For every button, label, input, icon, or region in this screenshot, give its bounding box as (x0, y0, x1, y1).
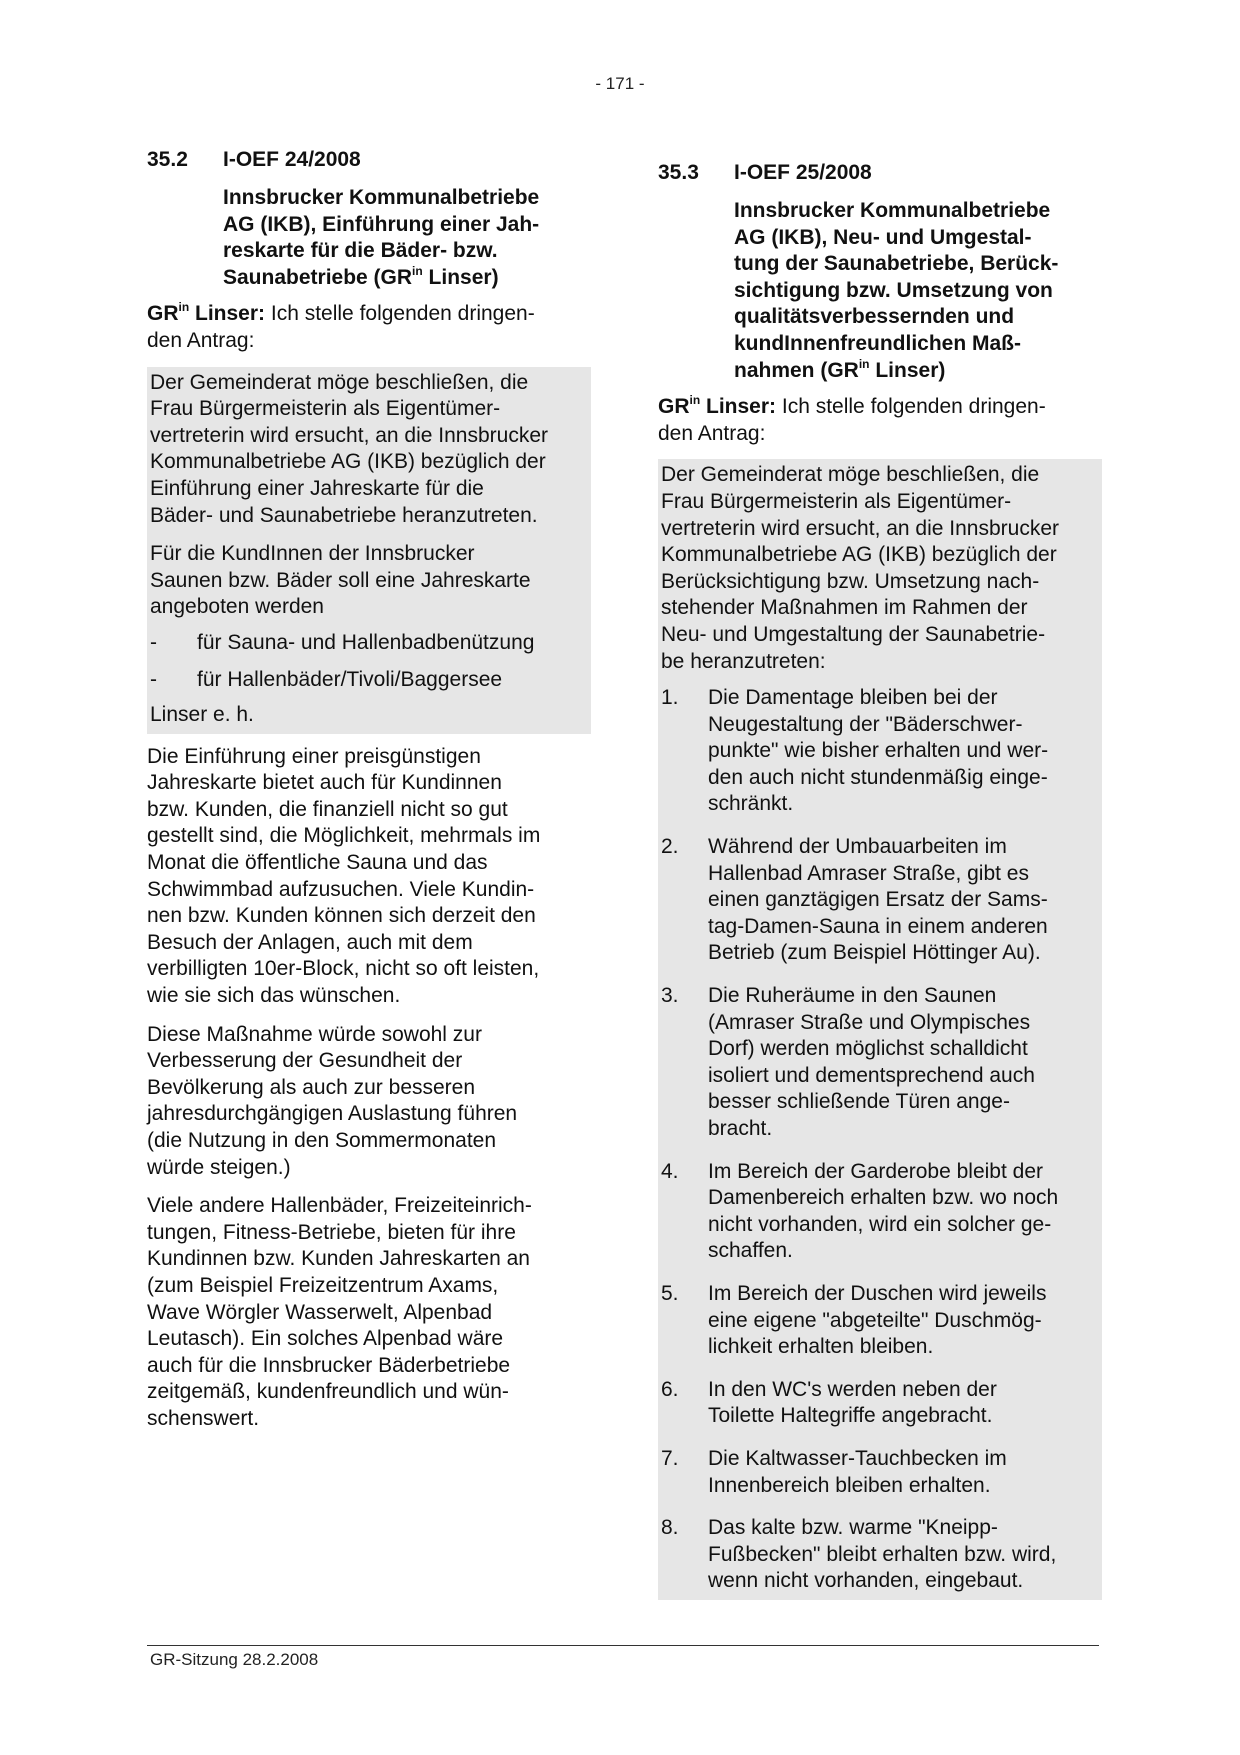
body-paragraph: Diese Maßnahme würde sowohl zur Verbesserung der Gesundheit der Bevölkerung als auch zur besseren jahresdurchgängigen Auslastung führen (die Nutzung in den Sommermonaten würde steigen.) (147, 1022, 518, 1179)
section-heading (147, 147, 591, 173)
footer-divider (147, 1645, 1099, 1646)
title-line: tung der Saunabetriebe, Berück- (734, 252, 1059, 276)
list-item: 2. Während der Umbauarbeiten im Hallenbad Amraser Straße, gibt es einen ganztägigen Ersatz der Sams- tag-Damen-Sauna in einem anderen Betrieb (zum Beispiel Höttinger Au). (661, 835, 1048, 965)
title-line: sichtigung bzw. Umsetzung von (734, 278, 1053, 302)
motion-signature: Linser e. h. (150, 703, 254, 727)
page-number: - 171 - (595, 74, 645, 93)
body-paragraph: Die Einführung einer preisgünstigen Jahreskarte bietet auch für Kundinnen bzw. Kunden, die finanziell nicht so gut gestellt sind, die Möglichkeit, mehrmals im Monat die öffentliche Sauna und das Schwimmbad aufzusuchen. Viele Kundin- nen bzw. Kunden können sich derzeit den Besuch der Anlagen, auch mit dem verbilligten 10er-Block, nicht so oft leisten, wie sie sich das wünschen. (147, 744, 541, 1008)
numbered-list (661, 680, 1098, 1600)
title-line: Saunabetriebe ($GR^{in}$ Linser) (223, 263, 499, 289)
title-line: reskarte für die Bäder- bzw. (223, 239, 498, 263)
left-column (147, 147, 591, 1433)
body-paragraph: Viele andere Hallenbäder, Freizeiteinrich- tungen, Fitness-Betriebe, bieten für ihre Kundinnen bzw. Kunden Jahreskarten an (zum Beispiel Freizeitzentrum Axams, Wave Wörgler Wasserwelt, Alpenbad Leutasch). Ein solches Alpenbad wäre auch für die Innsbrucker Bäderbetriebe zeitgemäß, kundenfreundlich und wün- schenswert. (147, 1194, 532, 1430)
title-line: kundInnenfreundlichen Maß- (734, 331, 1021, 355)
right-column (658, 160, 1102, 1600)
section-heading (658, 160, 1102, 186)
section-code: I-OEF 24/2008 (223, 148, 361, 171)
title-line: AG (IKB), Einführung einer Jah- (223, 212, 540, 236)
motion-paragraph: Für die KundInnen der Innsbrucker Saunen bzw. Bäder soll eine Jahreskarte angeboten werden (150, 542, 531, 619)
section-number: 35.3 (658, 161, 699, 184)
list-item: 4. Im Bereich der Garderobe bleibt der Damenbereich erhalten bzw. wo noch nicht vorhanden, wird ein solcher ge- schaffen. (661, 1159, 1059, 1263)
title-line: Innsbrucker Kommunalbetriebe (734, 199, 1051, 222)
title-line: qualitätsverbessernden und (734, 305, 1015, 329)
section-number: 35.2 (147, 148, 188, 171)
list-item: 1. Die Damentage bleiben bei der Neugestaltung der "Bäderschwer- punkte" wie bisher erhalten und wer- den auch nicht stundenmäßig einge- schränkt. (661, 686, 1049, 816)
list-item: 8. Das kalte bzw. warme "Kneipp- Fußbecken" bleibt erhalten bzw. wird, wenn nicht vorhanden, eingebaut. (661, 1516, 1057, 1593)
motion-paragraph: Der Gemeinderat möge beschließen, die Frau Bürgermeisterin als Eigentümer- vertreterin wird ersucht, an die Innsbrucker Kommunalbetriebe AG (IKB) bezüglich der Berücksichtigung bzw. Umsetzung nach- stehender Maßnahmen im Rahmen der Neu- und Umgestaltung der Saunabetrie- be heranzutreten: (661, 463, 1060, 673)
list-item: 6. In den WC's werden neben der Toilette Haltegriffe angebracht. (661, 1377, 997, 1428)
list-item: 5. Im Bereich der Duschen wird jeweils eine eigene "abgeteilte" Duschmög- lichkeit erhalten bleiben. (661, 1281, 1047, 1359)
motion-box (147, 367, 591, 734)
title-line: AG (IKB), Neu- und Umgestal- (734, 225, 1032, 249)
section-code: I-OEF 25/2008 (734, 161, 872, 184)
section-title (223, 185, 591, 291)
footer-text: GR-Sitzung 28.2.2008 (150, 1650, 319, 1669)
title-line: nahmen ($GR^{in}$ Linser) (734, 356, 946, 382)
motion-intro: $GR^{in}$ Linser: Ich stelle folgenden dringen- den Antrag: (147, 300, 535, 352)
section-title (734, 198, 1102, 384)
motion-box (658, 459, 1102, 1600)
motion-paragraph: Der Gemeinderat möge beschließen, die Frau Bürgermeisterin als Eigentümer- vertreterin wird ersucht, an die Innsbrucker Kommunalbetriebe AG (IKB) bezüglich der Einführung einer Jahreskarte für die Bäder- und Saunabetriebe heranzutreten. (150, 370, 549, 527)
list-item: - für Hallenbäder/Tivoli/Baggersee (150, 667, 503, 691)
list-item: - für Sauna- und Hallenbadbenützung (150, 630, 535, 654)
list-item: 3. Die Ruheräume in den Saunen (Amraser Straße und Olympisches Dorf) werden möglichst schalldicht isoliert und dementsprechend auch besser schließende Türen ange- bracht. (661, 984, 1035, 1140)
list-item: 7. Die Kaltwasser-Tauchbecken im Innenbereich bleiben erhalten. (661, 1446, 1007, 1497)
title-line: Innsbrucker Kommunalbetriebe (223, 186, 540, 209)
motion-intro: $GR^{in}$ Linser: Ich stelle folgenden dringen- den Antrag: (658, 393, 1046, 445)
